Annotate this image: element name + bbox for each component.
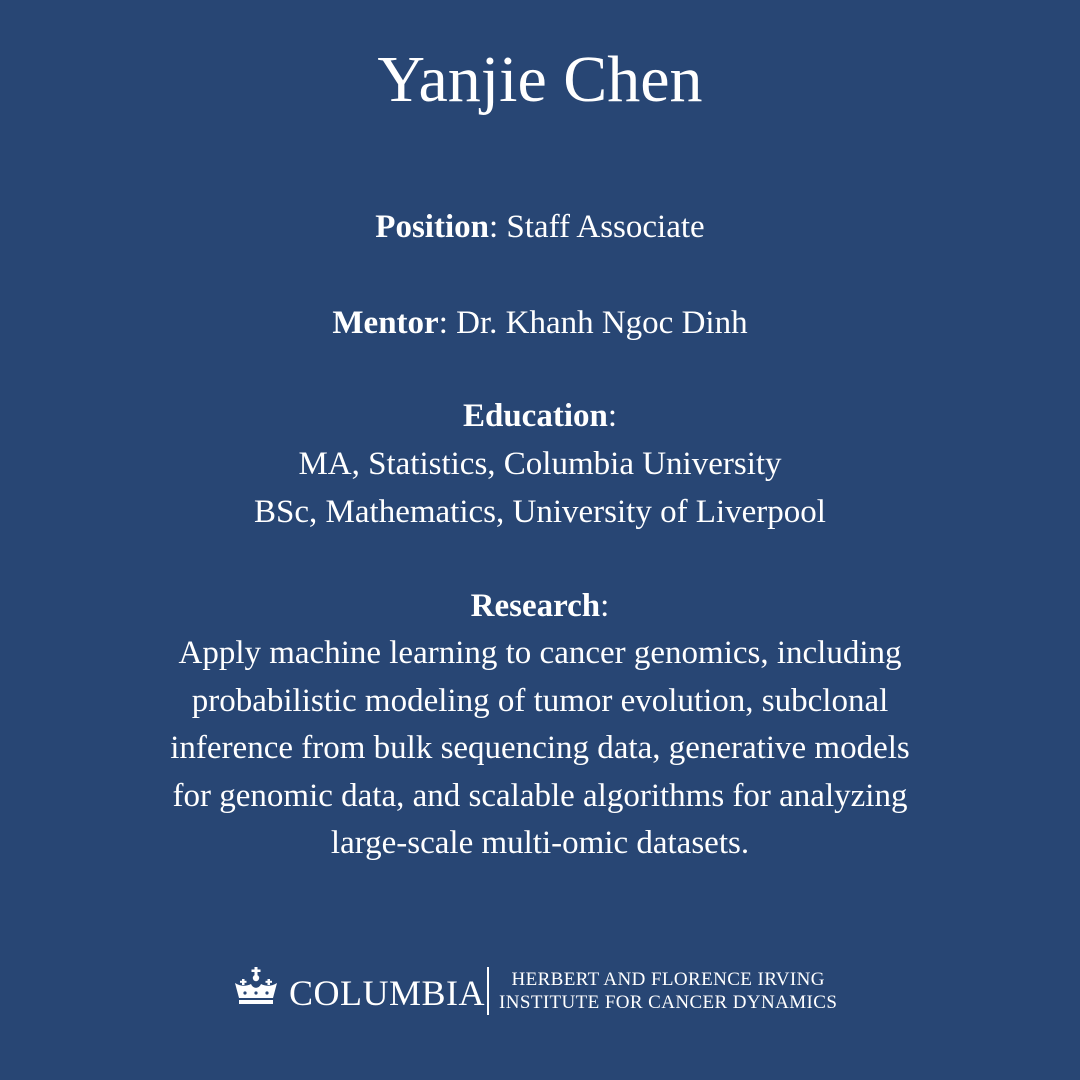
research-line: for genomic data, and scalable algorithms for analyzing	[172, 777, 908, 814]
institution-logo	[0, 963, 1080, 1023]
crown-icon	[233, 967, 279, 1007]
mentor-label: Mentor	[332, 305, 439, 341]
position-label: Position	[375, 209, 489, 245]
research-line: inference from bulk sequencing data, generative models	[170, 730, 910, 767]
education-colon: :	[607, 398, 618, 434]
person-name: Yanjie Chen	[377, 43, 703, 116]
position-field	[0, 203, 1080, 251]
research-line: Apply machine learning to cancer genomics, including	[178, 635, 902, 671]
institute-line: INSTITUTE FOR CANCER DYNAMICS	[499, 992, 838, 1013]
logo-divider	[487, 967, 489, 1015]
research-label: Research	[470, 588, 601, 624]
research-line: large-scale multi-omic datasets.	[330, 825, 750, 862]
position-value: : Staff Associate	[488, 209, 705, 245]
education-field	[0, 392, 1080, 536]
institute-name	[499, 968, 837, 1014]
mentor-field	[0, 299, 1080, 347]
institute-line: HERBERT AND FLORENCE IRVING	[511, 969, 825, 990]
research-colon: :	[600, 588, 610, 624]
research-line: probabilistic modeling of tumor evolution, subclonal	[191, 682, 889, 719]
education-line: BSc, Mathematics, University of Liverpool	[254, 494, 826, 530]
education-label: Education	[462, 398, 608, 434]
education-line: MA, Statistics, Columbia University	[298, 446, 782, 482]
research-field	[0, 582, 1080, 630]
research-description	[110, 630, 970, 868]
mentor-value: : Dr. Khanh Ngoc Dinh	[438, 305, 748, 341]
university-wordmark: COLUMBIA	[289, 973, 486, 1013]
